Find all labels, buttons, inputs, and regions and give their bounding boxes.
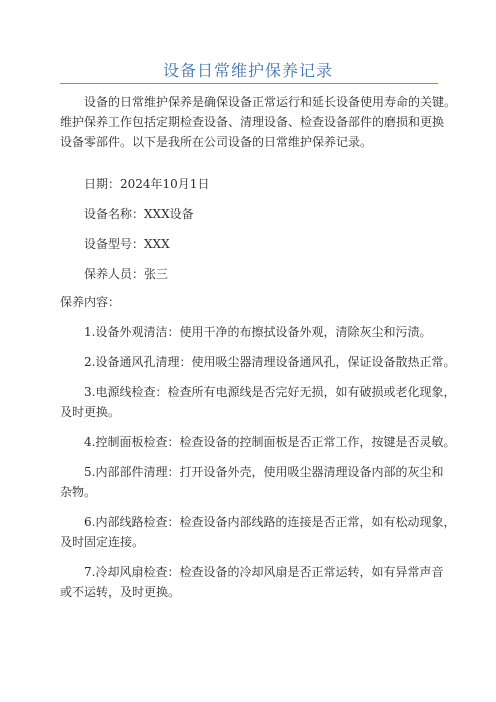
- maintenance-item-5-cont: 杂物。: [60, 485, 97, 499]
- title-divider: [60, 83, 438, 84]
- maintainer: 保养人员：张三: [84, 267, 169, 281]
- document-title: 设备日常维护保养记录: [162, 61, 333, 80]
- maintenance-item-3-cont: 及时更换。: [60, 405, 121, 419]
- maintenance-item-5: 5.内部部件清理：打开设备外壳，使用吸尘器清理设备内部的灰尘和: [84, 465, 444, 479]
- maintenance-item-2: 2.设备通风孔清理：使用吸尘器清理设备通风孔，保证设备散热正常。: [84, 355, 456, 369]
- device-model: 设备型号：XXX: [84, 237, 170, 251]
- maintenance-item-6-cont: 及时固定连接。: [60, 535, 145, 549]
- content-heading: 保养内容：: [60, 295, 121, 309]
- maintenance-item-1: 1.设备外观清洁：使用干净的布擦拭设备外观，清除灰尘和污渍。: [84, 325, 432, 339]
- maintenance-item-3: 3.电源线检查：检查所有电源线是否完好无损，如有破损或老化现象，: [84, 385, 456, 399]
- intro-line-1: 设备的日常维护保养是确保设备正常运行和延长设备使用寿命的关键。: [84, 95, 457, 109]
- intro-line-2: 维护保养工作包括定期检查设备、清理设备、检查设备部件的磨损和更换: [60, 115, 445, 129]
- maintenance-item-4: 4.控制面板检查：检查设备的控制面板是否正常工作，按键是否灵敏。: [84, 435, 456, 449]
- maintenance-item-6: 6.内部线路检查：检查设备内部线路的连接是否正常，如有松动现象，: [84, 515, 456, 529]
- maintenance-item-7-cont: 或不运转，及时更换。: [60, 585, 181, 599]
- maintenance-item-7: 7.冷却风扇检查：检查设备的冷却风扇是否正常运转，如有异常声音: [84, 565, 444, 579]
- device-name: 设备名称：XXX设备: [84, 207, 194, 221]
- record-date: 日期：2024年10月1日: [84, 177, 210, 191]
- intro-line-3: 设备零部件。以下是我所在公司设备的日常维护保养记录。: [60, 135, 373, 149]
